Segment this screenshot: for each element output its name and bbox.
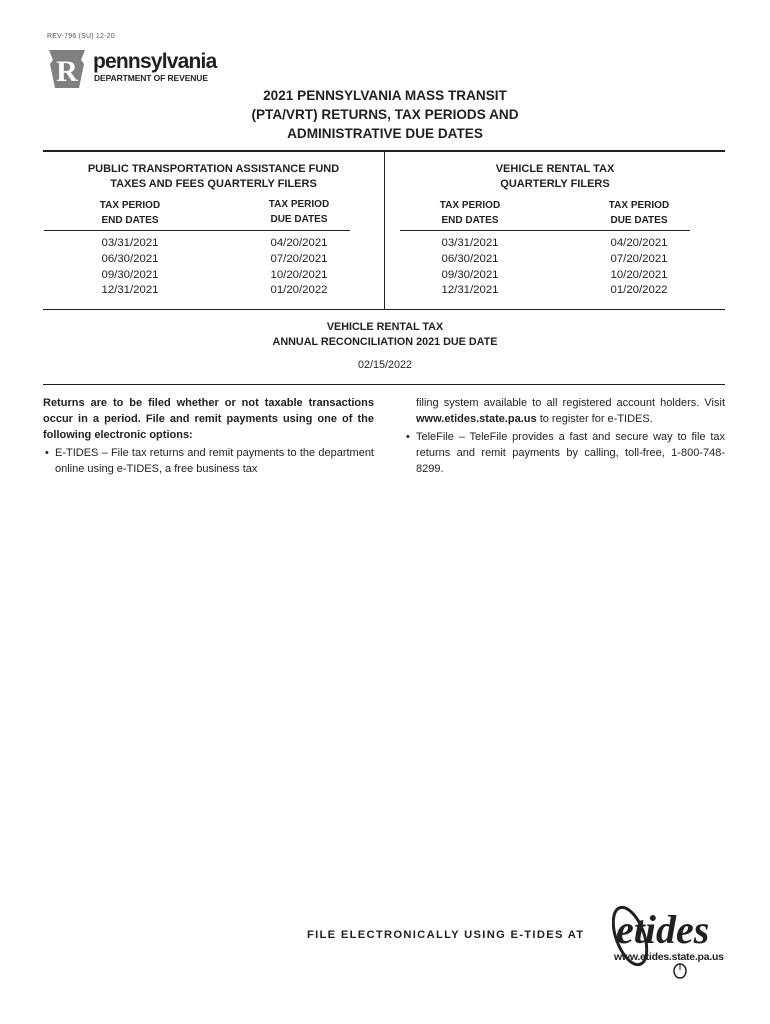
logo-state-name: pennsylvania — [93, 50, 217, 73]
vrt-col-due-header — [584, 198, 694, 228]
pta-end-date: 03/31/2021 — [101, 237, 159, 249]
pta-end-date: 12/31/2021 — [101, 284, 159, 297]
middle-divider — [43, 309, 725, 310]
etides-logo — [612, 896, 728, 982]
annual-heading — [0, 320, 770, 350]
pta-col-due-line-1: TAX PERIOD — [268, 199, 330, 210]
pta-due-date: 04/20/2021 — [270, 237, 328, 249]
pta-due-dates — [244, 236, 354, 299]
footer-text: FILE ELECTRONICALLY USING E-TIDES AT — [307, 929, 585, 941]
pta-due-date: 07/20/2021 — [270, 252, 328, 265]
pta-end-date: 09/30/2021 — [101, 268, 159, 281]
pta-col-due-line-2: DUE DATES — [270, 214, 328, 225]
pta-end-date: 06/30/2021 — [101, 252, 159, 265]
vrt-heading — [385, 162, 725, 192]
vrt-due-date: 10/20/2021 — [610, 268, 668, 281]
vrt-end-date: 03/31/2021 — [441, 237, 499, 249]
etides-bullet-text-post: to register for e-TIDES. — [536, 413, 653, 425]
pta-heading-line-1: PUBLIC TRANSPORTATION ASSISTANCE FUND — [87, 163, 340, 175]
etides-logo-url: www.etides.state.pa.us — [614, 951, 724, 963]
form-id: REV-796 (SU) 12-20 — [47, 33, 115, 40]
vrt-end-date: 12/31/2021 — [441, 284, 499, 297]
pta-header-rule — [44, 230, 350, 231]
etides-url-link[interactable]: www.etides.state.pa.us — [416, 413, 537, 425]
telefile-bullet: • TeleFile – TeleFile provides a fast and secure way to file tax returns and remit payments by calling, toll-free, 1-800-748-8299. — [404, 429, 725, 477]
logo-department: DEPARTMENT OF REVENUE — [94, 73, 208, 83]
etides-logo-icon — [612, 896, 728, 982]
instructions-right-column — [404, 395, 725, 477]
keystone-icon — [47, 48, 87, 90]
pta-due-date: 01/20/2022 — [270, 284, 328, 297]
pta-col-due-header — [244, 197, 354, 227]
vrt-col-end-line-2: END DATES — [441, 215, 499, 226]
pta-col-end-line-2: END DATES — [101, 215, 159, 226]
title-line-1: 2021 PENNSYLVANIA MASS TRANSIT — [263, 88, 507, 103]
etides-bullet-part-2 — [404, 395, 725, 427]
vrt-col-due-line-2: DUE DATES — [610, 215, 668, 226]
pta-col-end-line-1: TAX PERIOD — [99, 200, 161, 211]
instructions-intro: Returns are to be filed whether or not taxable transactions occur in a period. File and remit payments using one of the following electronic options: — [43, 397, 374, 441]
vrt-end-dates — [415, 236, 525, 299]
vrt-col-due-line-1: TAX PERIOD — [608, 200, 670, 211]
page-title — [0, 86, 770, 143]
vrt-due-dates — [584, 236, 694, 299]
vrt-col-end-line-1: TAX PERIOD — [439, 200, 501, 211]
vrt-heading-line-2: QUARTERLY FILERS — [500, 178, 610, 190]
vrt-end-date: 09/30/2021 — [441, 268, 499, 281]
vrt-end-date: 06/30/2021 — [441, 252, 499, 265]
annual-heading-line-1: VEHICLE RENTAL TAX — [326, 321, 444, 333]
instructions-left-column — [43, 395, 374, 477]
pa-revenue-logo — [47, 48, 247, 90]
vrt-due-date: 07/20/2021 — [610, 252, 668, 265]
pta-heading-line-2: TAXES AND FEES QUARTERLY FILERS — [110, 178, 317, 190]
pta-end-dates — [75, 236, 185, 299]
pta-heading — [43, 162, 384, 192]
annual-heading-line-2: ANNUAL RECONCILIATION 2021 DUE DATE — [272, 336, 498, 348]
vrt-due-date: 04/20/2021 — [610, 237, 668, 249]
etides-bullet-part-1: • E-TIDES – File tax returns and remit payments to the department online using e-TIDES, a free business tax — [43, 445, 374, 477]
vrt-heading-line-1: VEHICLE RENTAL TAX — [495, 163, 615, 175]
annual-due-date: 02/15/2022 — [357, 359, 413, 371]
etides-bullet-text-pre: filing system available to all registered account holders. Visit — [416, 397, 725, 409]
logo-letter: R — [56, 55, 78, 88]
title-line-2: (PTA/VRT) RETURNS, TAX PERIODS AND — [251, 107, 519, 122]
title-line-3: ADMINISTRATIVE DUE DATES — [287, 126, 483, 141]
pta-col-end-header — [75, 198, 185, 228]
vrt-header-rule — [400, 230, 690, 231]
vrt-col-end-header — [415, 198, 525, 228]
etides-logo-word: etides — [616, 907, 710, 952]
vrt-due-date: 01/20/2022 — [610, 284, 668, 297]
annual-divider — [43, 384, 725, 385]
pta-due-date: 10/20/2021 — [270, 268, 328, 281]
